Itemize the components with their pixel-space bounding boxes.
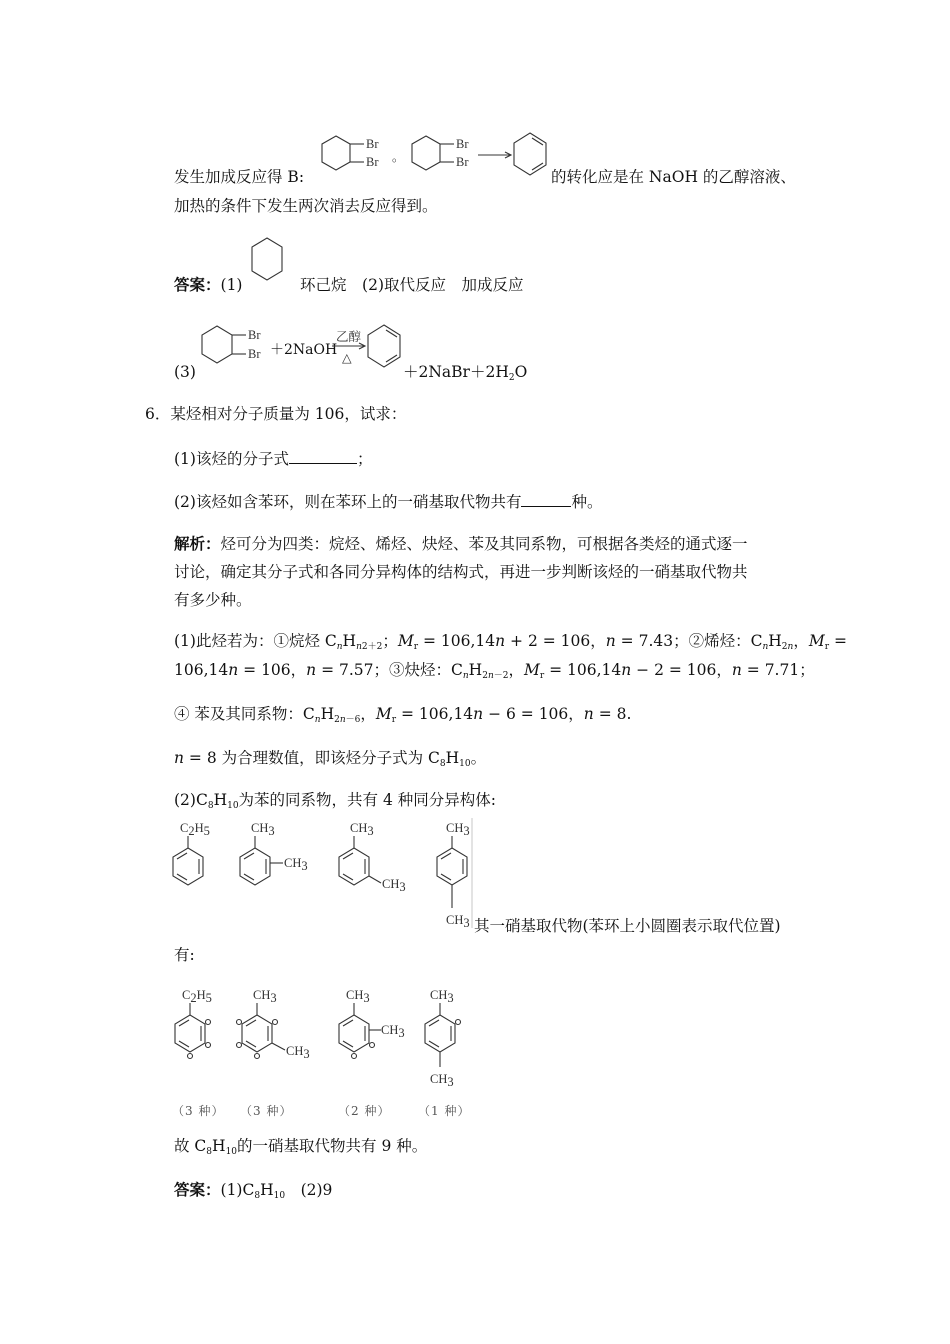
products: $+2NaBr+2H_2O$ [403, 363, 528, 383]
o-xylene-structure [237, 818, 317, 898]
question-part: (1)该烃的分子式 ； [174, 450, 373, 468]
answer-line: 环己烷 (2)取代反应 加成反应 [300, 276, 524, 294]
br-label: Br [456, 155, 469, 169]
svg-text:CH3: CH3 [446, 821, 470, 838]
svg-text:CH3: CH3 [350, 821, 374, 838]
m-xylene-structure [336, 818, 416, 898]
count-label: （2 种） [338, 1104, 391, 1118]
dibromocyclohexane-structure [410, 132, 480, 192]
svg-text:CH3: CH3 [382, 877, 406, 894]
calc-line: ④ 苯及其同系物：$C_nH_{2n-6}$，$M_r = 106,14n - 6 = 106$，n = 8. [174, 705, 632, 725]
svg-text:C2H5: C2H5 [180, 821, 210, 838]
question-stem: 6．某烃相对分子质量为 106，试求： [145, 405, 407, 423]
question-part: (2)该烃如含苯环，则在苯环上的一硝基取代物共有 种。 [174, 493, 603, 511]
analysis-line: 讨论，确定其分子式和各同分异构体的结构式，再进一步判断该烃的一硝基取代物共 [174, 563, 748, 581]
svg-text:CH3: CH3 [381, 1023, 405, 1040]
reagent: ＋2NaOH [270, 342, 338, 358]
cyclohexadiene-structure [366, 322, 406, 378]
count-label: （1 种） [418, 1104, 471, 1118]
answer-blank [289, 449, 357, 464]
cyclohexane-structure [250, 236, 286, 292]
answer-blank [521, 492, 571, 507]
br-label: Br [456, 137, 469, 151]
m-xylene-nitro-positions [334, 985, 414, 1075]
svg-text:C2H5: C2H5 [182, 988, 212, 1005]
p-xylene-nitro-positions [420, 985, 480, 1095]
svg-text:CH3: CH3 [286, 1044, 310, 1061]
text-line: 发生加成反应得 B: [174, 168, 305, 186]
cyclohexadiene-structure [512, 130, 552, 186]
calc-line: 有: [174, 946, 195, 964]
reaction-condition-arrow [332, 330, 368, 370]
calc-line: n = 8 为合理数值，即该烃分子式为 $C_8H_{10}$。 [174, 749, 487, 769]
answer-line: (3) [174, 363, 196, 381]
br-label: Br [248, 328, 261, 342]
calc-line: $(2)C_8H_{10}$为苯的同系物，共有 4 种同分异构体: [174, 791, 496, 811]
svg-text:CH3: CH3 [251, 821, 275, 838]
conclusion-line: 故 $C_8H_{10}$的一硝基取代物共有 9 种。 [174, 1137, 428, 1157]
separator: 。 [392, 150, 405, 164]
calc-line: 其一硝基取代物(苯环上小圆圈表示取代位置) [474, 917, 781, 935]
condition-top: 乙醇 [336, 330, 362, 344]
dibromocyclohexane-structure [320, 132, 390, 192]
svg-text:CH3: CH3 [346, 988, 370, 1005]
final-answer: 答案：$(1)C_8H_{10}$ (2)9 [174, 1180, 333, 1201]
svg-text:CH3: CH3 [446, 913, 470, 930]
svg-text:CH3: CH3 [430, 1072, 454, 1089]
text-line: 加热的条件下发生两次消去反应得到。 [174, 197, 438, 215]
br-label: Br [366, 137, 379, 151]
calc-line: 106,14n = 106，n = 7.57；③炔烃：$C_nH_{2n-2}$，$M_r = 106,14n - 2 = 106$，n = 7.71； [174, 661, 815, 681]
svg-text:CH3: CH3 [430, 988, 454, 1005]
br-label: Br [366, 155, 379, 169]
text-line: 的转化应是在 NaOH 的乙醇溶液、 [551, 168, 796, 186]
ethylbenzene-nitro-positions [170, 985, 220, 1075]
count-label: （3 种） [240, 1104, 293, 1118]
svg-text:CH3: CH3 [284, 856, 308, 873]
ethylbenzene-structure [170, 818, 220, 898]
count-label: （3 种） [172, 1104, 225, 1118]
analysis-line: 解析：烃可分为四类：烷烃、烯烃、炔烃、苯及其同系物，可根据各类烃的通式逐一 [174, 534, 748, 553]
svg-text:CH3: CH3 [253, 988, 277, 1005]
reaction-arrow [478, 150, 514, 160]
answer-line: 答案：(1) [174, 275, 243, 294]
calc-line: (1)此烃若为：①烷烃 $C_nH_{n2+2}$；$M_r = 106,14n + 2 = 106$，n = 7.43；②烯烃：$C_nH_{2n}$，$M_r$ = [174, 632, 847, 652]
dibromocyclohexane-structure [200, 322, 270, 382]
analysis-line: 有多少种。 [174, 591, 252, 609]
br-label: Br [248, 347, 261, 361]
condition-bottom: △ [342, 351, 352, 365]
o-xylene-nitro-positions [235, 985, 315, 1075]
